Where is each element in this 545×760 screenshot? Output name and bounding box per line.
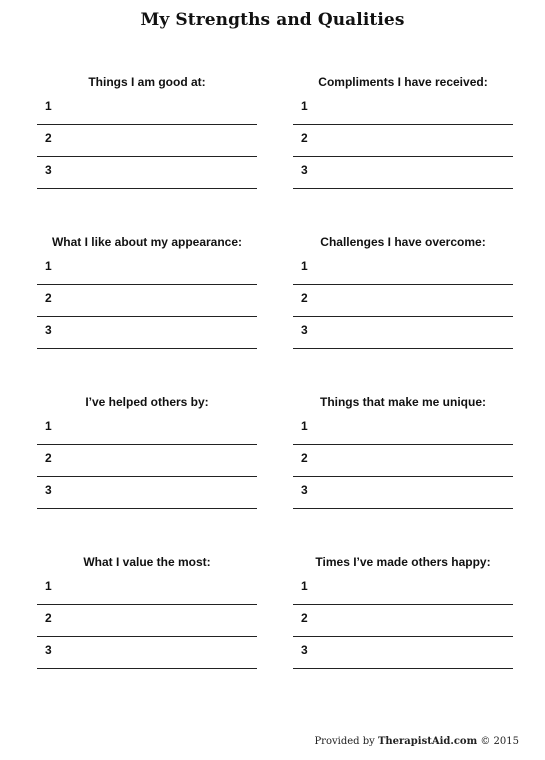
section-heading: Things that make me unique:	[319, 395, 487, 409]
section-heading: What I like about my appearance:	[51, 235, 243, 249]
section-heading: Challenges I have overcome:	[320, 235, 486, 249]
answer-line[interactable]	[37, 285, 257, 317]
answer-line[interactable]	[37, 253, 257, 285]
line-number: 2	[45, 451, 52, 465]
answer-line[interactable]	[37, 573, 257, 605]
answer-line[interactable]	[293, 157, 513, 189]
line-number: 1	[301, 579, 308, 593]
answer-line[interactable]	[37, 93, 257, 125]
answer-line[interactable]	[37, 637, 257, 669]
line-number: 3	[301, 163, 308, 177]
line-number: 3	[301, 483, 308, 497]
footer-suffix: © 2015	[477, 736, 519, 747]
line-number: 3	[45, 163, 52, 177]
answer-line[interactable]	[293, 93, 513, 125]
answer-line[interactable]	[293, 317, 513, 349]
line-number: 3	[301, 323, 308, 337]
section-helped-others	[37, 391, 257, 509]
line-number: 1	[45, 99, 52, 113]
line-number: 1	[301, 419, 308, 433]
footer-prefix: Provided by	[314, 736, 378, 747]
sections-grid	[37, 71, 513, 669]
line-number: 2	[45, 291, 52, 305]
answer-line[interactable]	[293, 605, 513, 637]
section-things-good-at	[37, 71, 257, 189]
section-challenges	[293, 231, 513, 349]
section-heading: Things I am good at:	[88, 75, 206, 89]
section-heading: What I value the most:	[83, 555, 211, 569]
answer-line[interactable]	[37, 445, 257, 477]
line-number: 1	[301, 259, 308, 273]
line-number: 2	[301, 291, 308, 305]
answer-line[interactable]	[37, 317, 257, 349]
answer-line[interactable]	[293, 445, 513, 477]
answer-line[interactable]	[293, 285, 513, 317]
page-title: My Strengths and Qualities	[140, 10, 405, 30]
line-number: 1	[45, 259, 52, 273]
line-number: 3	[45, 643, 52, 657]
line-number: 1	[45, 579, 52, 593]
answer-line[interactable]	[37, 125, 257, 157]
footer-credit	[314, 736, 519, 747]
answer-line[interactable]	[293, 477, 513, 509]
section-heading: Times I’ve made others happy:	[315, 555, 491, 569]
answer-line[interactable]	[37, 477, 257, 509]
line-number: 2	[301, 451, 308, 465]
answer-line[interactable]	[293, 253, 513, 285]
line-number: 3	[301, 643, 308, 657]
line-number: 2	[301, 131, 308, 145]
line-number: 3	[45, 323, 52, 337]
section-value-most	[37, 551, 257, 669]
line-number: 1	[45, 419, 52, 433]
section-made-others-happy	[293, 551, 513, 669]
section-heading: I’ve helped others by:	[85, 395, 209, 409]
answer-line[interactable]	[293, 637, 513, 669]
answer-line[interactable]	[37, 413, 257, 445]
answer-line[interactable]	[293, 125, 513, 157]
answer-line[interactable]	[37, 157, 257, 189]
section-heading: Compliments I have received:	[318, 75, 488, 89]
answer-line[interactable]	[293, 573, 513, 605]
line-number: 2	[45, 131, 52, 145]
section-compliments	[293, 71, 513, 189]
section-appearance	[37, 231, 257, 349]
footer-brand: TherapistAid.com	[377, 736, 478, 747]
line-number: 1	[301, 99, 308, 113]
answer-line[interactable]	[37, 605, 257, 637]
line-number: 2	[301, 611, 308, 625]
line-number: 2	[45, 611, 52, 625]
answer-line[interactable]	[293, 413, 513, 445]
section-unique	[293, 391, 513, 509]
line-number: 3	[45, 483, 52, 497]
